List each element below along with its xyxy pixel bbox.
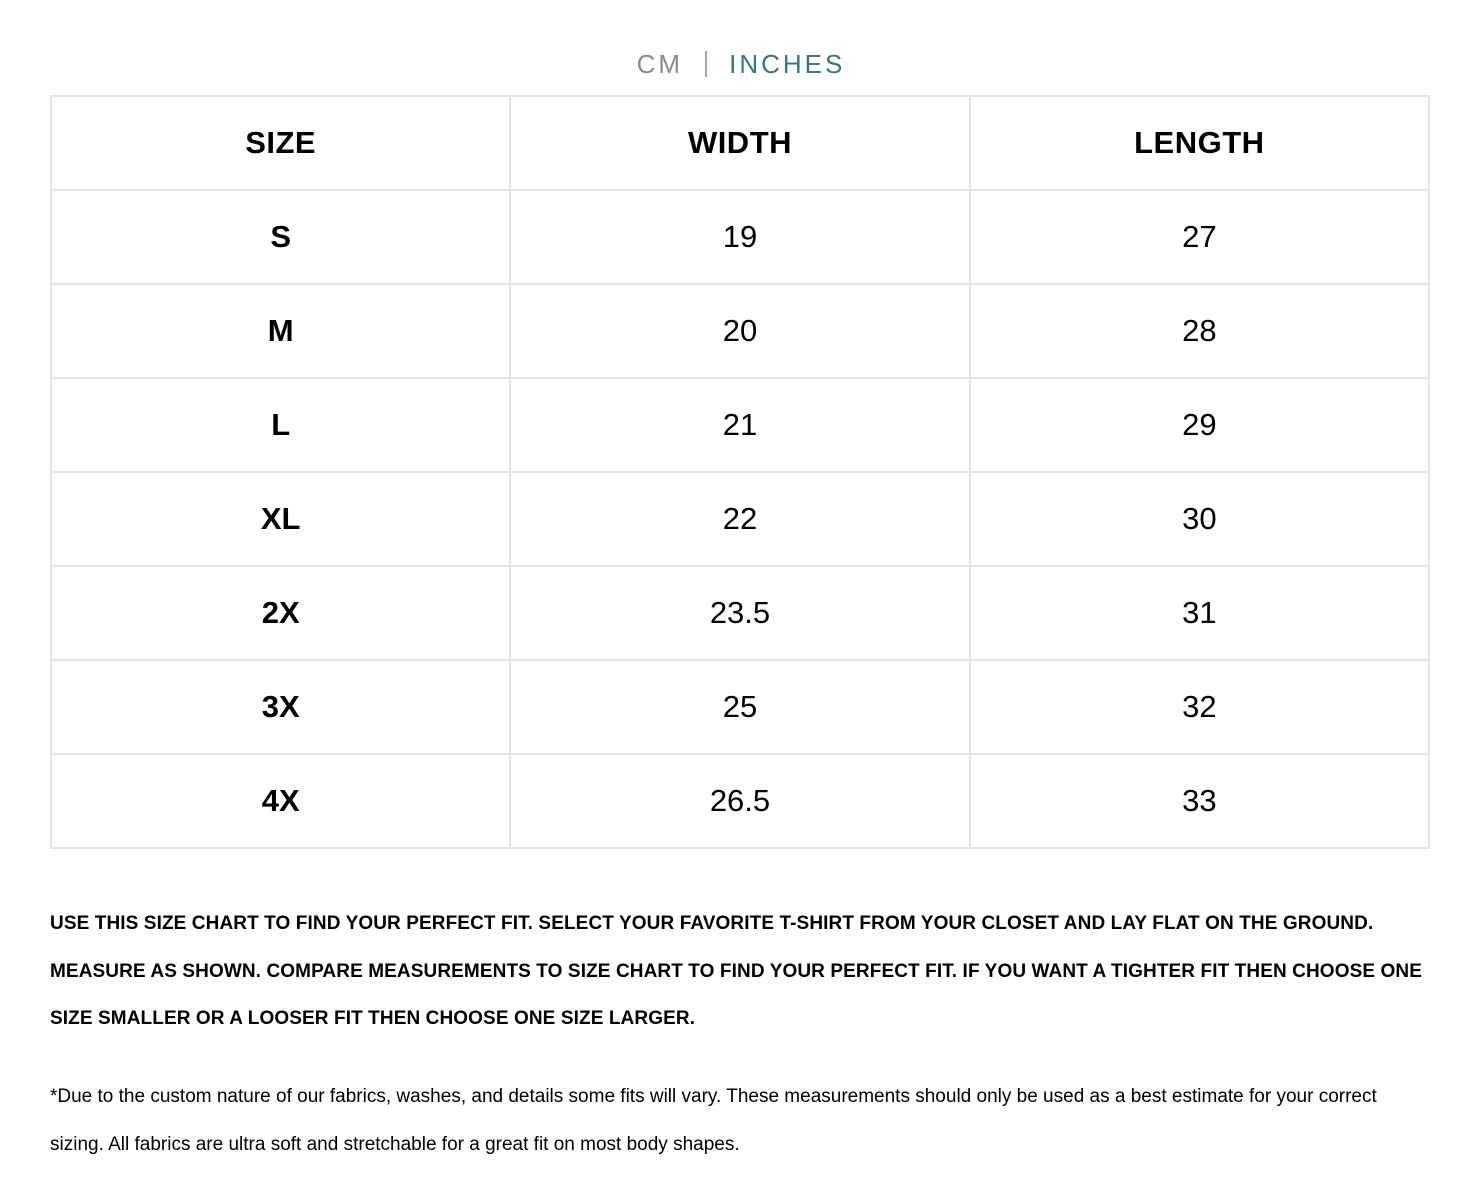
width-cell: 25 [510, 660, 969, 754]
size-cell: 2X [51, 566, 510, 660]
unit-option-inches[interactable]: INCHES [729, 48, 846, 79]
size-cell: 3X [51, 660, 510, 754]
unit-divider [705, 51, 707, 77]
table-row [51, 378, 1429, 472]
column-header-length: LENGTH [970, 96, 1429, 190]
length-cell: 29 [970, 378, 1429, 472]
size-cell: 4X [51, 754, 510, 848]
width-cell: 21 [510, 378, 969, 472]
length-cell: 28 [970, 284, 1429, 378]
table-row [51, 472, 1429, 566]
size-cell: XL [51, 472, 510, 566]
fit-disclaimer: *Due to the custom nature of our fabrics, washes, and details some fits will vary. These measurements should only be used as a best estimate for your correct sizing. All fabrics are ultra soft and stretchable for a great fit on most body shapes. [50, 1086, 1377, 1155]
table-row [51, 284, 1429, 378]
length-cell: 32 [970, 660, 1429, 754]
width-cell: 19 [510, 190, 969, 284]
fit-instructions: USE THIS SIZE CHART TO FIND YOUR PERFECT FIT. SELECT YOUR FAVORITE T-SHIRT FROM YOUR CLOSET AND LAY FLAT ON THE GROUND. MEASURE AS SHOWN. COMPARE MEASUREMENTS TO SIZE CHART TO FIND YOUR PERFECT FIT. IF YOU WANT A TIGHTER FIT THEN CHOOSE ONE SIZE SMALLER OR A LOOSER FIT THEN CHOOSE ONE SIZE LARGER. [50, 913, 1422, 1029]
length-cell: 31 [970, 566, 1429, 660]
column-header-size: SIZE [51, 96, 510, 190]
length-cell: 30 [970, 472, 1429, 566]
size-cell: L [51, 378, 510, 472]
table-row [51, 660, 1429, 754]
size-cell: M [51, 284, 510, 378]
width-cell: 20 [510, 284, 969, 378]
table-row [51, 190, 1429, 284]
table-header-row [51, 96, 1429, 190]
width-cell: 23.5 [510, 566, 969, 660]
column-header-width: WIDTH [510, 96, 969, 190]
unit-option-cm[interactable]: CM [636, 48, 684, 79]
length-cell: 27 [970, 190, 1429, 284]
size-cell: S [51, 190, 510, 284]
unit-toggle [0, 44, 1482, 84]
length-cell: 33 [970, 754, 1429, 848]
width-cell: 22 [510, 472, 969, 566]
width-cell: 26.5 [510, 754, 969, 848]
table-row [51, 754, 1429, 848]
table-row [51, 566, 1429, 660]
size-chart-table [50, 95, 1430, 849]
